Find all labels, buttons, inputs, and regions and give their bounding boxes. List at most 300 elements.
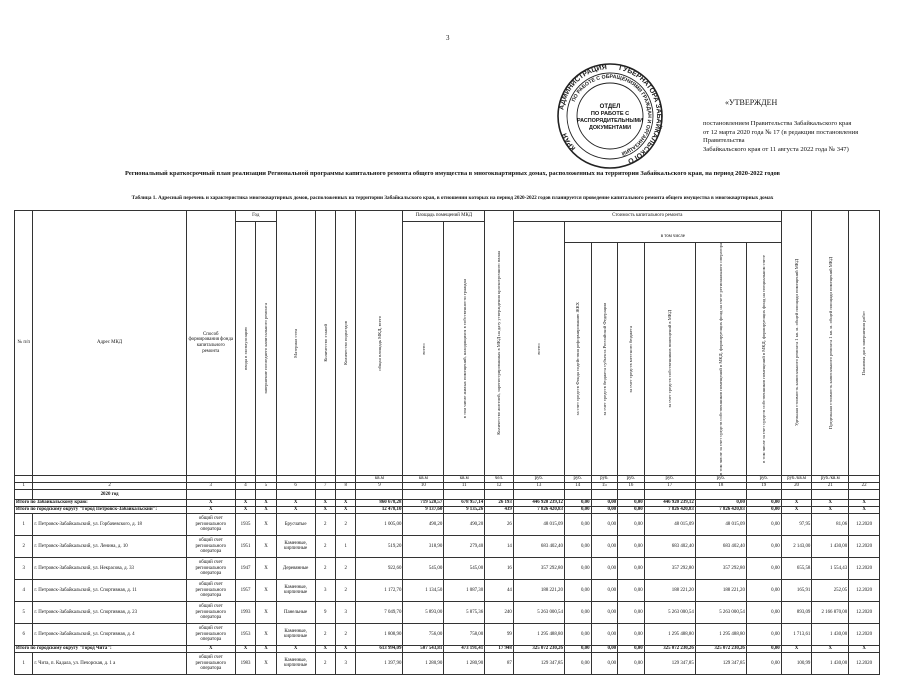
approval-line-1: постановлением Правительства Забайкальского края bbox=[703, 120, 852, 127]
table-cell: 81,06 bbox=[812, 513, 849, 535]
table-cell: 1 554,43 bbox=[812, 557, 849, 579]
table-cell: 0,00 bbox=[618, 623, 645, 645]
unit-cell bbox=[15, 475, 33, 482]
table-cell: 1 172,70 bbox=[356, 579, 403, 601]
approval-text bbox=[703, 120, 893, 154]
table-cell: 2 bbox=[315, 652, 335, 674]
table-row bbox=[15, 579, 880, 601]
table-cell: 1 087,30 bbox=[444, 579, 485, 601]
table-cell: 357 292,80 bbox=[513, 557, 564, 579]
header-unit-cost: Удельная стоимость капитального ремонта 1 кв. м. общей площади помещений МКД bbox=[793, 259, 799, 427]
table-cell: 1 808,90 bbox=[356, 623, 403, 645]
table-row bbox=[15, 535, 880, 557]
header-cost-total: всего: bbox=[536, 342, 542, 355]
header-limit-cost: Предельная стоимость капитального ремонта 1 кв. м. общей площади помещений МКД bbox=[827, 256, 833, 429]
stamp-ring-inner: ПО РАБОТЕ С ОБРАЩЕНИЯМИ ГРАЖДАН И ОРГАНИЗАЦИЙ bbox=[570, 73, 653, 157]
table-cell: 490,20 bbox=[403, 513, 444, 535]
header-cost-federal: за счет средств Фонда содействия реформированию ЖКХ bbox=[575, 302, 581, 416]
table-cell: 893,09 bbox=[781, 601, 812, 623]
table-cell: 1 bbox=[335, 535, 355, 557]
unit-cell bbox=[186, 475, 235, 482]
table-cell: 0,00 bbox=[618, 652, 645, 674]
table-cell: 129 347,85 bbox=[644, 652, 695, 674]
column-number-cell: 17 bbox=[644, 482, 695, 489]
total-cell: X bbox=[235, 506, 255, 513]
total-cell: X bbox=[849, 506, 880, 513]
table-cell: общий счет регионального оператора bbox=[186, 579, 235, 601]
unit-cell: руб. bbox=[618, 475, 645, 482]
header-cost-local: за счет средств местного бюджета bbox=[628, 325, 634, 393]
header-cost-owners-regop: в том числе за счет средств собственников помещений в МКД, формирующих фонд на счете регионального оператора bbox=[718, 243, 724, 475]
table-cell: 0,00 bbox=[591, 601, 618, 623]
table-cell: 12.2020 bbox=[849, 557, 880, 579]
header-wall-material: Материал стен bbox=[292, 328, 298, 358]
table-cell: 0,00 bbox=[591, 579, 618, 601]
table-cell: 0,00 bbox=[746, 557, 781, 579]
table-cell: Каменные, кирпичные bbox=[276, 535, 315, 557]
header-cost-regional: за счет средств бюджета субъекта Российской Федерации bbox=[601, 302, 607, 416]
table-cell: 357 292,80 bbox=[695, 557, 746, 579]
table-cell: 0,00 bbox=[746, 623, 781, 645]
table-cell: 2 bbox=[15, 535, 33, 557]
column-number-cell: 20 bbox=[781, 482, 812, 489]
table-cell: 758,00 bbox=[444, 623, 485, 645]
header-cost-owners: за счет средств собственников помещений в МКД bbox=[667, 310, 673, 408]
table-cell: 16 bbox=[485, 557, 514, 579]
table-cell: 1 005,00 bbox=[356, 513, 403, 535]
table-cell: 1 280,90 bbox=[444, 652, 485, 674]
header-residents: Количество жителей, зарегистрированных в МКД на дату утверждения краткосрочного плана bbox=[496, 251, 502, 435]
total-cell: X bbox=[315, 499, 335, 506]
table-cell: 1 134,50 bbox=[403, 579, 444, 601]
table-cell: 1957 bbox=[235, 579, 255, 601]
table-cell: 1 397,90 bbox=[356, 652, 403, 674]
total-cell: 0,00 bbox=[695, 499, 746, 506]
total-cell: X bbox=[812, 506, 849, 513]
total-cell: 0,00 bbox=[564, 645, 591, 652]
table-row bbox=[15, 557, 880, 579]
table-cell: 0,00 bbox=[746, 535, 781, 557]
table-cell: 87 bbox=[485, 652, 514, 674]
table-cell: 252,05 bbox=[812, 579, 849, 601]
header-method: Способ формирования фонда капитального ремонта bbox=[186, 211, 235, 476]
header-floors: Количество этажей bbox=[322, 324, 328, 362]
unit-cell: руб. bbox=[513, 475, 564, 482]
year-label: 2020 год bbox=[33, 489, 186, 499]
table-cell: 545,00 bbox=[444, 557, 485, 579]
table-cell: 2 bbox=[335, 579, 355, 601]
table-cell: X bbox=[256, 579, 276, 601]
total-cell: 507 543,81 bbox=[403, 645, 444, 652]
total-cell: 325 072 230,26 bbox=[644, 645, 695, 652]
table-cell: 165,91 bbox=[781, 579, 812, 601]
total-cell: X bbox=[849, 499, 880, 506]
unit-cell: руб./кв.м bbox=[812, 475, 849, 482]
table-cell: 0,00 bbox=[746, 601, 781, 623]
table-row bbox=[15, 652, 880, 674]
table-cell: X bbox=[256, 601, 276, 623]
column-number-cell: 14 bbox=[564, 482, 591, 489]
table-cell: 1 bbox=[15, 513, 33, 535]
table-cell: 12.2020 bbox=[849, 579, 880, 601]
table-cell: 0,00 bbox=[591, 513, 618, 535]
table-cell: X bbox=[256, 623, 276, 645]
total-cell: 7 826 420,83 bbox=[513, 506, 564, 513]
table-cell: 2 bbox=[335, 623, 355, 645]
table-cell: 129 347,85 bbox=[513, 652, 564, 674]
column-number-cell: 11 bbox=[444, 482, 485, 489]
table-cell: 0,00 bbox=[618, 579, 645, 601]
repair-plan-table bbox=[14, 210, 880, 675]
table-cell: 3 bbox=[15, 557, 33, 579]
column-number-cell: 18 bbox=[695, 482, 746, 489]
column-number-cell: 12 bbox=[485, 482, 514, 489]
table-cell: 0,00 bbox=[564, 513, 591, 535]
unit-cell bbox=[315, 475, 335, 482]
table-cell: 1983 bbox=[235, 652, 255, 674]
total-cell: X bbox=[849, 645, 880, 652]
table-cell: 922,60 bbox=[356, 557, 403, 579]
table-cell: 655,58 bbox=[781, 557, 812, 579]
column-number-cell: 8 bbox=[335, 482, 355, 489]
table-cell: 0,00 bbox=[564, 535, 591, 557]
total-cell: 325 072 230,26 bbox=[695, 645, 746, 652]
table-cell: 188 221,20 bbox=[513, 579, 564, 601]
total-cell: X bbox=[812, 499, 849, 506]
total-cell: 0,00 bbox=[618, 506, 645, 513]
table-cell: 0,00 bbox=[746, 579, 781, 601]
table-cell: 1951 bbox=[235, 535, 255, 557]
header-cost-group: Стоимость капитального ремонта bbox=[513, 211, 781, 222]
total-cell: 446 920 239,12 bbox=[513, 499, 564, 506]
address-cell: г. Петровск-Забайкальский, ул. Некрасова, д. 33 bbox=[33, 557, 186, 579]
table-cell: общий счет регионального оператора bbox=[186, 535, 235, 557]
column-number-cell: 15 bbox=[591, 482, 618, 489]
unit-cell: кв.м bbox=[356, 475, 403, 482]
table-cell: 12.2020 bbox=[849, 513, 880, 535]
address-cell: г. Петровск-Забайкальский, ул. Спортивная, д. 23 bbox=[33, 601, 186, 623]
table-cell: 1993 bbox=[235, 601, 255, 623]
table-cell: 129 347,85 bbox=[695, 652, 746, 674]
table-cell: X bbox=[256, 652, 276, 674]
table-cell: 2 bbox=[315, 535, 335, 557]
table-cell: 0,00 bbox=[564, 557, 591, 579]
approval-heading: «УТВЕРЖДЕН bbox=[725, 98, 778, 107]
table-cell: 5 893,00 bbox=[403, 601, 444, 623]
unit-cell: кв.м bbox=[444, 475, 485, 482]
total-cell: 0,00 bbox=[591, 506, 618, 513]
total-cell: 719 520,57 bbox=[403, 499, 444, 506]
address-cell: г. Петровск-Забайкальский, ул. Горбачевского, д. 18 bbox=[33, 513, 186, 535]
unit-cell: руб. bbox=[746, 475, 781, 482]
table-cell: Каменные, кирпичные bbox=[276, 579, 315, 601]
header-address: Адрес МКД bbox=[33, 211, 186, 476]
total-cell: 0,00 bbox=[564, 506, 591, 513]
header-premises-total: всего: bbox=[420, 342, 426, 355]
header-including: в том числе bbox=[564, 233, 781, 243]
table-cell: 0,00 bbox=[564, 579, 591, 601]
table-cell: 0,00 bbox=[564, 623, 591, 645]
column-number-cell: 2 bbox=[33, 482, 186, 489]
table-cell: 48 015,09 bbox=[695, 513, 746, 535]
table-cell: 0,00 bbox=[618, 513, 645, 535]
unit-cell bbox=[33, 475, 186, 482]
header-year-group: Год bbox=[235, 211, 276, 222]
total-cell: X bbox=[335, 645, 355, 652]
table-cell: Каменные, кирпичные bbox=[276, 652, 315, 674]
total-cell: X bbox=[276, 506, 315, 513]
column-number-cell: 7 bbox=[315, 482, 335, 489]
total-cell: X bbox=[235, 645, 255, 652]
total-cell: 0,00 bbox=[746, 645, 781, 652]
table-cell: 3 bbox=[335, 652, 355, 674]
table-cell: 5 263 000,54 bbox=[695, 601, 746, 623]
table-cell: 1 430,00 bbox=[812, 623, 849, 645]
total-cell: 613 994,09 bbox=[356, 645, 403, 652]
table-cell: 7 049,70 bbox=[356, 601, 403, 623]
column-number-cell: 13 bbox=[513, 482, 564, 489]
table-cell: 0,00 bbox=[618, 557, 645, 579]
table-row bbox=[15, 623, 880, 645]
table-cell: 4 bbox=[15, 579, 33, 601]
table-cell: 683 402,40 bbox=[695, 535, 746, 557]
header-entrances: Количество подъездов bbox=[343, 320, 349, 365]
table-cell: 0,00 bbox=[564, 652, 591, 674]
total-cell: X bbox=[276, 645, 315, 652]
table-cell: 48 015,09 bbox=[513, 513, 564, 535]
table-cell: 97,95 bbox=[781, 513, 812, 535]
header-cost-owners-special: в том числе за счет средств собственников помещений в МКД, формирующих фонд на специальном счете bbox=[761, 254, 767, 463]
header-deadline: Плановая дата завершения работ bbox=[861, 310, 867, 376]
table-cell: 1 295 488,80 bbox=[644, 623, 695, 645]
total-cell: 9 137,60 bbox=[403, 506, 444, 513]
table-cell: Панельные bbox=[276, 601, 315, 623]
table-cell: 99 bbox=[485, 623, 514, 645]
table-cell: 26 bbox=[485, 513, 514, 535]
address-cell: г. Петровск-Забайкальский, ул. Спортивная, д. 4 bbox=[33, 623, 186, 645]
table-title: Таблица 1. Адресный перечень и характеристика многоквартирных домов, расположенных на территории Забайкальского края, в отношении которых на период 2020-2022 годов планируется проведение капитального ремонта общего имущества в многоквартирных домах bbox=[131, 195, 774, 201]
table-cell: 0,00 bbox=[591, 652, 618, 674]
table-cell: 3 bbox=[335, 601, 355, 623]
table-row bbox=[15, 601, 880, 623]
total-cell: 473 191,41 bbox=[444, 645, 485, 652]
table-cell: 1 bbox=[15, 652, 33, 674]
table-cell: 1935 bbox=[235, 513, 255, 535]
table-cell: 48 015,09 bbox=[644, 513, 695, 535]
document-title: Региональный краткосрочный план реализации Региональной программы капитального ремонта общего имущества в многоквартирных домах, расположенных на территории Забайкальского края, на период 2020-2022 годов bbox=[125, 170, 780, 177]
total-cell: X bbox=[315, 645, 335, 652]
total-cell: X bbox=[812, 645, 849, 652]
table-cell: 318,90 bbox=[403, 535, 444, 557]
column-number-cell: 16 bbox=[618, 482, 645, 489]
table-cell: 5 bbox=[15, 601, 33, 623]
table-cell: 1 713,61 bbox=[781, 623, 812, 645]
table-cell: 545,00 bbox=[403, 557, 444, 579]
total-cell: X bbox=[235, 499, 255, 506]
table-cell: 683 402,40 bbox=[644, 535, 695, 557]
table-cell: 0,00 bbox=[746, 652, 781, 674]
table-cell: 0,00 bbox=[618, 601, 645, 623]
table-cell: 12.2020 bbox=[849, 652, 880, 674]
unit-cell: кв.м bbox=[403, 475, 444, 482]
table-cell: X bbox=[256, 535, 276, 557]
page-number: 3 bbox=[446, 34, 450, 42]
total-cell: X bbox=[256, 499, 276, 506]
table-cell: 1 430,00 bbox=[812, 535, 849, 557]
table-cell: 188 221,20 bbox=[695, 579, 746, 601]
total-cell: 0,00 bbox=[591, 645, 618, 652]
total-cell: 7 826 420,83 bbox=[695, 506, 746, 513]
table-cell: 2 bbox=[315, 557, 335, 579]
table-cell: 44 bbox=[485, 579, 514, 601]
total-cell: X bbox=[781, 499, 812, 506]
stamp-ring-left: АДМИНИСТРАЦИЯ bbox=[558, 64, 608, 111]
table-cell: 519,20 bbox=[356, 535, 403, 557]
total-cell: 0,00 bbox=[618, 499, 645, 506]
stamp-center-line-4: ДОКУМЕНТАМИ bbox=[588, 125, 632, 131]
unit-cell bbox=[256, 475, 276, 482]
total-cell: X bbox=[256, 506, 276, 513]
table-cell: 2 166 870,00 bbox=[812, 601, 849, 623]
table-cell: 3 bbox=[315, 579, 335, 601]
table-cell: 2 bbox=[335, 513, 355, 535]
table-cell: 240 bbox=[485, 601, 514, 623]
unit-cell: руб./кв.м bbox=[781, 475, 812, 482]
total-cell: X bbox=[186, 506, 235, 513]
total-cell: 12 478,10 bbox=[356, 506, 403, 513]
total-cell: 678 957,14 bbox=[444, 499, 485, 506]
table-cell: 188 221,20 bbox=[644, 579, 695, 601]
column-number-cell: 10 bbox=[403, 482, 444, 489]
column-number-cell: 22 bbox=[849, 482, 880, 489]
unit-cell: чел. bbox=[485, 475, 514, 482]
unit-cell: руб. bbox=[564, 475, 591, 482]
column-number-cell: 19 bbox=[746, 482, 781, 489]
stamp-center-line-3: РАСПОРЯДИТЕЛЬНЫМИ bbox=[577, 118, 643, 124]
table-cell: 0,00 bbox=[591, 535, 618, 557]
column-number-cell: 4 bbox=[235, 482, 255, 489]
header-num: № п/п bbox=[15, 211, 33, 476]
total-row bbox=[15, 645, 880, 652]
table-cell: 0,00 bbox=[591, 557, 618, 579]
total-cell: 325 072 230,26 bbox=[513, 645, 564, 652]
table-cell: X bbox=[256, 513, 276, 535]
table-cell: 2 143,00 bbox=[781, 535, 812, 557]
total-cell: 860 678,28 bbox=[356, 499, 403, 506]
total-label: Итого по Забайкальскому краю: bbox=[15, 499, 187, 506]
total-cell: X bbox=[335, 499, 355, 506]
total-cell: 439 bbox=[485, 506, 514, 513]
column-numbers-row bbox=[15, 482, 880, 489]
column-number-cell: 6 bbox=[276, 482, 315, 489]
unit-cell bbox=[235, 475, 255, 482]
total-cell: X bbox=[781, 506, 812, 513]
total-cell: X bbox=[335, 506, 355, 513]
unit-cell bbox=[335, 475, 355, 482]
total-cell: X bbox=[186, 645, 235, 652]
table-cell: 683 402,40 bbox=[513, 535, 564, 557]
total-cell: X bbox=[315, 506, 335, 513]
table-cell: 0,00 bbox=[618, 535, 645, 557]
total-cell: 9 135,26 bbox=[444, 506, 485, 513]
unit-cell: руб. bbox=[695, 475, 746, 482]
stamp-center-line-1: ОТДЕЛ bbox=[599, 104, 621, 110]
table-cell: 490,20 bbox=[444, 513, 485, 535]
unit-cell: руб. bbox=[644, 475, 695, 482]
column-number-cell: 1 bbox=[15, 482, 33, 489]
table-cell: 0,00 bbox=[746, 513, 781, 535]
table-cell: 12.2020 bbox=[849, 623, 880, 645]
table-cell: 1 295 488,80 bbox=[513, 623, 564, 645]
table-cell: 5 263 000,54 bbox=[513, 601, 564, 623]
table-cell: Каменные, кирпичные bbox=[276, 623, 315, 645]
total-cell: 446 920 239,12 bbox=[644, 499, 695, 506]
total-row bbox=[15, 499, 880, 506]
units-row bbox=[15, 475, 880, 482]
total-row bbox=[15, 506, 880, 513]
total-cell: 26 193 bbox=[485, 499, 514, 506]
total-cell: X bbox=[781, 645, 812, 652]
unit-cell: руб. bbox=[591, 475, 618, 482]
table-cell: общий счет регионального оператора bbox=[186, 623, 235, 645]
total-cell: 0,00 bbox=[746, 506, 781, 513]
address-cell: г. Петровск-Забайкальский, ул. Спортивная, д. 11 bbox=[33, 579, 186, 601]
table-cell: 2 bbox=[315, 623, 335, 645]
stamp-ring-top: ГУБЕРНАТОРА ЗАБАЙКАЛЬСКОГО bbox=[618, 64, 663, 165]
table-cell: 9 bbox=[315, 601, 335, 623]
stamp-center-line-2: ПО РАБОТЕ С bbox=[590, 111, 630, 117]
approval-line-3: Забайкальского края от 11 августа 2022 года № 347) bbox=[703, 145, 849, 153]
table-cell: 0,00 bbox=[591, 623, 618, 645]
total-cell: 0,00 bbox=[564, 499, 591, 506]
column-number-cell: 9 bbox=[356, 482, 403, 489]
table-cell: 100,99 bbox=[781, 652, 812, 674]
column-number-cell: 21 bbox=[812, 482, 849, 489]
table-cell: X bbox=[256, 557, 276, 579]
total-label: Итого по городскому округу "Город Чита": bbox=[15, 645, 187, 652]
column-number-cell: 3 bbox=[186, 482, 235, 489]
table-cell: 1947 bbox=[235, 557, 255, 579]
column-number-cell: 5 bbox=[256, 482, 276, 489]
official-stamp bbox=[556, 62, 664, 170]
table-cell: 2 bbox=[335, 557, 355, 579]
table-cell: общий счет регионального оператора bbox=[186, 652, 235, 674]
table-cell: общий счет регионального оператора bbox=[186, 557, 235, 579]
table-cell: 1 295 488,80 bbox=[695, 623, 746, 645]
table-cell: Брусчатые bbox=[276, 513, 315, 535]
table-cell: 357 292,80 bbox=[644, 557, 695, 579]
year-row bbox=[15, 489, 880, 499]
table-cell: 12.2020 bbox=[849, 601, 880, 623]
header-year-last-repair: завершение последнего капитального ремонта bbox=[263, 302, 269, 394]
table-cell: 1 280,90 bbox=[403, 652, 444, 674]
total-cell: X bbox=[186, 499, 235, 506]
table-cell: 756,00 bbox=[403, 623, 444, 645]
total-label: Итого по городскому округу "Город Петровск-Забайкальский": bbox=[15, 506, 187, 513]
total-cell: 0,00 bbox=[618, 645, 645, 652]
stamp-ring-bottom: КРАЯ bbox=[561, 131, 578, 152]
total-cell: 0,00 bbox=[591, 499, 618, 506]
table-cell: общий счет регионального оператора bbox=[186, 601, 235, 623]
table-cell: Деревянные bbox=[276, 557, 315, 579]
table-cell: 1953 bbox=[235, 623, 255, 645]
approval-line-2: от 12 марта 2020 года № 17 (в редакции постановления Правительства bbox=[703, 128, 859, 145]
table-cell: 12.2020 bbox=[849, 535, 880, 557]
address-cell: г. Чита, п. Кадала, ул. Печорская, д. 1 а bbox=[33, 652, 186, 674]
table-cell: 14 bbox=[485, 535, 514, 557]
table-cell: 5 875,36 bbox=[444, 601, 485, 623]
header-year-commission: ввода в эксплуатацию bbox=[242, 327, 248, 370]
